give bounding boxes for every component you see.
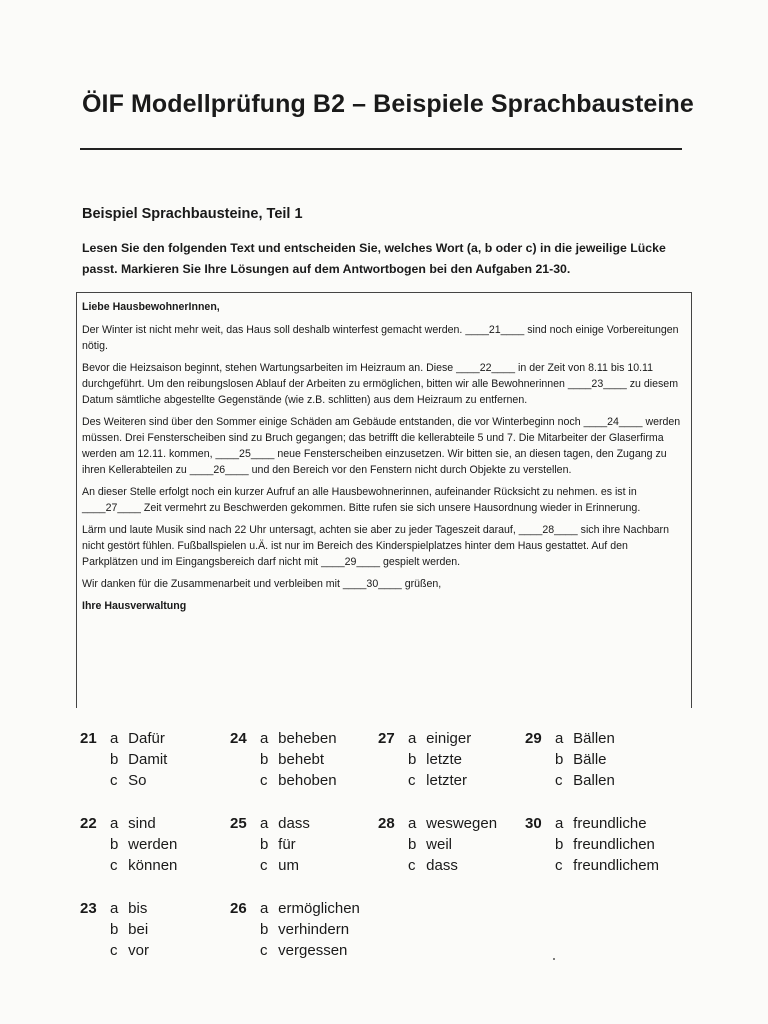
page-title: ÖIF Modellprüfung B2 – Beispiele Sprachbausteine bbox=[82, 90, 694, 118]
letter-paragraph bbox=[82, 360, 683, 408]
gap-23[interactable]: ____23____ bbox=[567, 378, 627, 390]
option-text: Ballen bbox=[573, 772, 615, 789]
option-text: freundliche bbox=[573, 815, 647, 832]
question-block bbox=[378, 728, 528, 791]
option-letter: b bbox=[110, 751, 119, 768]
letter-text: Des Weiteren sind über den Sommer einige Schäden am Gebäude entstanden, die vor Winterbeginn noch bbox=[82, 416, 581, 428]
letter-text: werden müssen. Drei Fensterscheiben sind zu Bruch gegangen; das betrifft die kellerabteile 5 und 7. Die Mitarbeiter der Glaserfirma werden am 12.11. kommen, bbox=[82, 416, 681, 460]
option-letter: b bbox=[110, 836, 119, 853]
letter-paragraph bbox=[82, 576, 683, 592]
answer-option[interactable] bbox=[260, 834, 380, 855]
letter-signature: Ihre Hausverwaltung bbox=[82, 600, 187, 612]
option-letter: b bbox=[555, 836, 564, 853]
letter-text: gespielt werden. bbox=[382, 556, 461, 568]
option-letter: c bbox=[260, 857, 268, 874]
letter-text: sich ihre Nachbarn nicht gestört fühlen. Fußballspielen u.Ä. ist nur im Bereich des Kinderspielplatzes hinter dem Haus gestattet. Auf den Parkplätzen und im Eingangsbereich darf nicht mit bbox=[82, 524, 669, 568]
answer-option[interactable] bbox=[555, 728, 675, 749]
title-divider bbox=[80, 148, 682, 150]
letter-text: und den Bereich vor den Fenstern nicht durch Objekte zu verstellen. bbox=[251, 464, 572, 476]
option-letter: b bbox=[408, 751, 417, 768]
letter-paragraph bbox=[82, 414, 683, 478]
question-number: 27 bbox=[378, 730, 395, 747]
option-letter: c bbox=[110, 772, 118, 789]
option-text: weil bbox=[426, 836, 453, 853]
option-text: sind bbox=[128, 815, 156, 832]
letter-paragraph bbox=[82, 322, 683, 354]
option-letter: a bbox=[408, 730, 417, 747]
gap-26[interactable]: ____26____ bbox=[189, 464, 249, 476]
answer-option[interactable] bbox=[260, 813, 380, 834]
answer-option[interactable] bbox=[260, 855, 380, 876]
letter-text: zu diesem Datum sämtliche abgestellte Gegenstände (wie z.B. schlitten) aus dem Heizraum zu entfernen. bbox=[82, 378, 679, 406]
option-letter: c bbox=[260, 772, 268, 789]
gap-29[interactable]: ____29____ bbox=[321, 556, 381, 568]
option-text: vergessen bbox=[278, 942, 348, 959]
gap-28[interactable]: ____28____ bbox=[518, 524, 578, 536]
answer-option[interactable] bbox=[555, 749, 675, 770]
gap-25[interactable]: ____25____ bbox=[215, 448, 275, 460]
option-text: behebt bbox=[278, 751, 325, 768]
option-letter: c bbox=[260, 942, 268, 959]
letter-paragraph bbox=[82, 522, 683, 570]
option-letter: c bbox=[408, 857, 416, 874]
option-letter: a bbox=[110, 730, 119, 747]
option-letter: b bbox=[260, 836, 269, 853]
answer-option[interactable] bbox=[408, 813, 528, 834]
letter-text: Lärm und laute Musik sind nach 22 Uhr untersagt, achten sie aber zu jeder Tageszeit darauf, bbox=[82, 524, 516, 536]
gap-22[interactable]: ____22____ bbox=[456, 362, 516, 374]
option-letter: c bbox=[555, 772, 563, 789]
option-text: dass bbox=[278, 815, 310, 832]
option-text: vor bbox=[128, 942, 150, 959]
option-text: freundlichem bbox=[573, 857, 660, 874]
option-text: Dafür bbox=[128, 730, 165, 747]
question-block bbox=[378, 813, 528, 876]
answer-option[interactable] bbox=[260, 940, 380, 961]
option-letter: c bbox=[408, 772, 416, 789]
option-text: ermöglichen bbox=[278, 900, 360, 917]
question-block bbox=[80, 898, 230, 961]
option-text: Bällen bbox=[573, 730, 615, 747]
answer-option[interactable] bbox=[110, 919, 230, 940]
question-block bbox=[230, 898, 380, 961]
question-number: 28 bbox=[378, 815, 395, 832]
option-letter: b bbox=[110, 921, 119, 938]
question-number: 21 bbox=[80, 730, 97, 747]
answer-option[interactable] bbox=[260, 898, 380, 919]
letter-text: Bevor die Heizsaison beginnt, stehen Wartungsarbeiten im Heizraum an. Diese bbox=[82, 362, 454, 374]
question-block bbox=[230, 728, 380, 791]
letter-text: Zeit vermehrt zu Beschwerden gekommen. Bitte rufen sie sich unsere Hausordnung wieder in Erinnerung. bbox=[143, 502, 641, 514]
option-letter: a bbox=[408, 815, 417, 832]
option-text: Bälle bbox=[573, 751, 607, 768]
option-letter: a bbox=[260, 730, 269, 747]
option-letter: a bbox=[110, 900, 119, 917]
letter-text: Der Winter ist nicht mehr weit, das Haus soll deshalb winterfest gemacht werden. bbox=[82, 324, 463, 336]
option-letter: a bbox=[555, 815, 564, 832]
letter-text: An dieser Stelle erfolgt noch ein kurzer Aufruf an alle Hausbewohnerinnen, aufeinander Rücksicht zu nehmen. es ist in bbox=[82, 486, 637, 498]
section-heading: Beispiel Sprachbausteine, Teil 1 bbox=[82, 206, 303, 222]
option-text: für bbox=[278, 836, 296, 853]
question-number: 30 bbox=[525, 815, 542, 832]
answer-options bbox=[80, 728, 680, 968]
answer-option[interactable] bbox=[408, 728, 528, 749]
answer-option[interactable] bbox=[408, 834, 528, 855]
option-letter: a bbox=[110, 815, 119, 832]
option-text: behoben bbox=[278, 772, 337, 789]
question-number: 23 bbox=[80, 900, 97, 917]
question-block bbox=[80, 728, 230, 791]
option-text: beheben bbox=[278, 730, 337, 747]
answer-option[interactable] bbox=[110, 855, 230, 876]
option-letter: a bbox=[260, 900, 269, 917]
answer-option[interactable] bbox=[260, 749, 380, 770]
letter-text-box bbox=[76, 292, 692, 708]
answer-option[interactable] bbox=[110, 770, 230, 791]
task-instructions: Lesen Sie den folgenden Text und entscheiden Sie, welches Wort (a, b oder c) in die jeweilige Lücke passt. Markieren Sie Ihre Lösungen auf dem Antwortbogen bei den Aufgaben 21-30. bbox=[82, 241, 666, 276]
option-text: bei bbox=[128, 921, 149, 938]
option-text: weswegen bbox=[426, 815, 498, 832]
answer-option[interactable] bbox=[110, 834, 230, 855]
letter-text: in der Zeit von 8.11 bis 10.11 durchgeführt. Um den reibungslosen Ablauf der Arbeiten zu ermöglichen, bitten wir alle Bewohnerinnen bbox=[82, 362, 654, 390]
letter-text: Wir danken für die Zusammenarbeit und verbleiben mit bbox=[82, 578, 340, 590]
question-number: 25 bbox=[230, 815, 247, 832]
letter-text: grüßen, bbox=[404, 578, 442, 590]
question-number: 29 bbox=[525, 730, 542, 747]
option-letter: b bbox=[260, 921, 269, 938]
option-text: freundlichen bbox=[573, 836, 655, 853]
answer-option[interactable] bbox=[408, 749, 528, 770]
question-number: 26 bbox=[230, 900, 247, 917]
answer-option[interactable] bbox=[408, 770, 528, 791]
answer-option[interactable] bbox=[260, 770, 380, 791]
option-text: um bbox=[278, 857, 300, 874]
answer-option[interactable] bbox=[110, 898, 230, 919]
option-text: einiger bbox=[426, 730, 472, 747]
question-number: 22 bbox=[80, 815, 97, 832]
answer-option[interactable] bbox=[408, 855, 528, 876]
scan-speck bbox=[553, 958, 555, 960]
letter-text: sind noch einige Vorbereitungen nötig. bbox=[82, 324, 679, 352]
gap-21[interactable]: ____21____ bbox=[465, 324, 525, 336]
answer-option[interactable] bbox=[555, 834, 675, 855]
gap-30[interactable]: ____30____ bbox=[342, 578, 402, 590]
question-block bbox=[230, 813, 380, 876]
gap-27[interactable]: ____27____ bbox=[82, 502, 141, 514]
question-number: 24 bbox=[230, 730, 247, 747]
question-block bbox=[80, 813, 230, 876]
answer-option[interactable] bbox=[260, 728, 380, 749]
letter-text: neue Fensterscheiben einzusetzen. Wir bitten sie, an diesen tagen, den Zugang zu ihren Kellerabteilen zu bbox=[82, 448, 667, 476]
option-text: dass bbox=[426, 857, 458, 874]
option-text: letzte bbox=[426, 751, 463, 768]
option-text: Damit bbox=[128, 751, 168, 768]
question-block bbox=[525, 728, 675, 791]
option-text: letzter bbox=[426, 772, 468, 789]
answer-option[interactable] bbox=[555, 813, 675, 834]
answer-option[interactable] bbox=[260, 919, 380, 940]
option-text: können bbox=[128, 857, 178, 874]
option-text: werden bbox=[128, 836, 178, 853]
answer-option[interactable] bbox=[555, 770, 675, 791]
question-block bbox=[525, 813, 675, 876]
option-letter: b bbox=[408, 836, 417, 853]
option-letter: c bbox=[555, 857, 563, 874]
answer-option[interactable] bbox=[110, 940, 230, 961]
option-letter: b bbox=[555, 751, 564, 768]
option-letter: c bbox=[110, 857, 118, 874]
answer-option[interactable] bbox=[555, 855, 675, 876]
option-text: So bbox=[128, 772, 147, 789]
answer-option[interactable] bbox=[110, 749, 230, 770]
gap-24[interactable]: ____24____ bbox=[583, 416, 643, 428]
option-letter: c bbox=[110, 942, 118, 959]
option-letter: a bbox=[555, 730, 564, 747]
option-text: bis bbox=[128, 900, 148, 917]
option-letter: a bbox=[260, 815, 269, 832]
answer-option[interactable] bbox=[110, 813, 230, 834]
answer-option[interactable] bbox=[110, 728, 230, 749]
letter-paragraph bbox=[82, 484, 683, 516]
option-letter: b bbox=[260, 751, 269, 768]
option-text: verhindern bbox=[278, 921, 350, 938]
letter-greeting: Liebe HausbewohnerInnen, bbox=[82, 301, 220, 313]
